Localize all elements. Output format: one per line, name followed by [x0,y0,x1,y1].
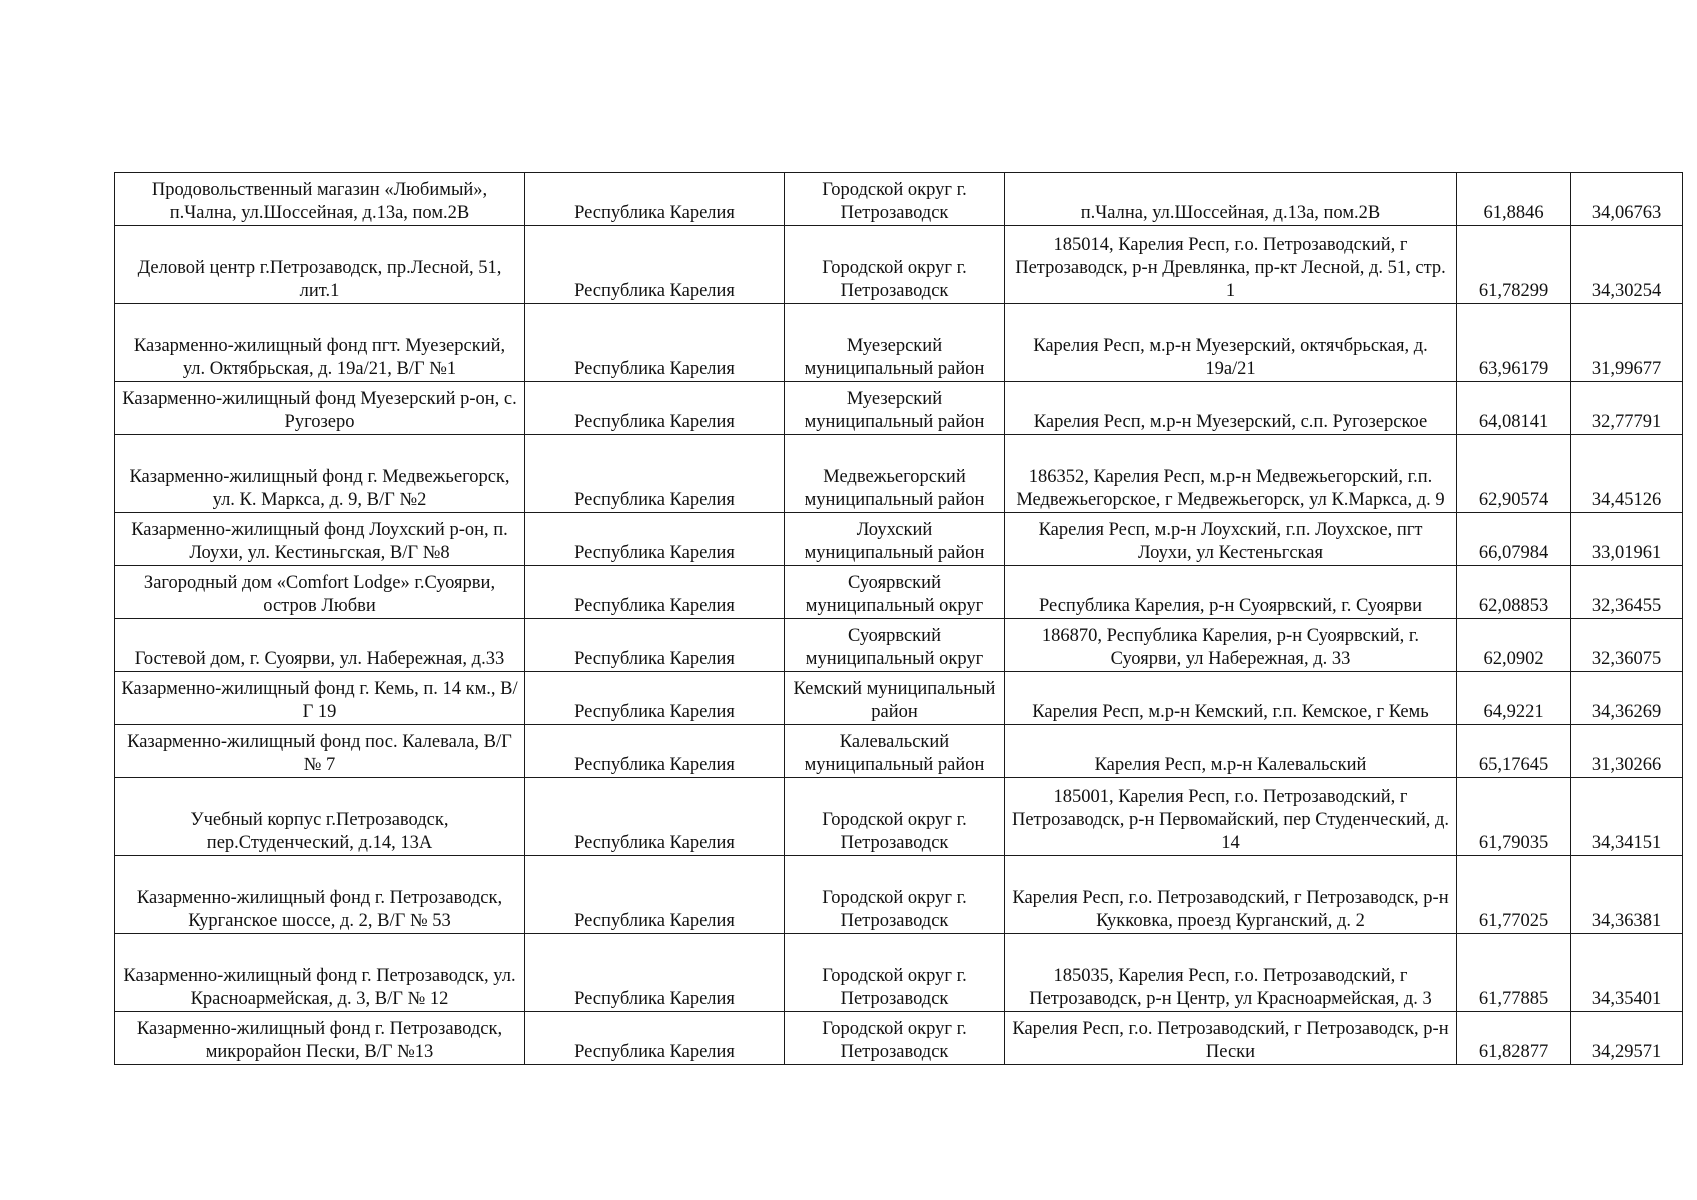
district-cell: Городской округ г. Петрозаводск [785,173,1005,226]
table-row [115,856,1683,934]
object-name-cell: Казарменно-жилищный фонд пос. Калевала, В/Г № 7 [115,725,525,778]
table-row [115,778,1683,856]
table-body [115,173,1683,1065]
district-cell: Городской округ г. Петрозаводск [785,1012,1005,1065]
region-cell: Республика Карелия [525,435,785,513]
latitude-cell: 64,9221 [1457,672,1571,725]
longitude-cell: 31,30266 [1571,725,1683,778]
address-cell: п.Чална, ул.Шоссейная, д.13а, пом.2В [1005,173,1457,226]
latitude-cell: 62,90574 [1457,435,1571,513]
object-name-cell: Продовольственный магазин «Любимый», п.Чална, ул.Шоссейная, д.13а, пом.2В [115,173,525,226]
longitude-cell: 34,36381 [1571,856,1683,934]
region-cell: Республика Карелия [525,619,785,672]
region-cell: Республика Карелия [525,382,785,435]
latitude-cell: 61,78299 [1457,226,1571,304]
latitude-cell: 61,8846 [1457,173,1571,226]
address-cell: Карелия Респ, м.р-н Кемский, г.п. Кемское, г Кемь [1005,672,1457,725]
object-name-cell: Учебный корпус г.Петрозаводск, пер.Студенческий, д.14, 13А [115,778,525,856]
longitude-cell: 34,36269 [1571,672,1683,725]
object-name-cell: Казарменно-жилищный фонд Муезерский р-он, с. Ругозеро [115,382,525,435]
object-name-cell: Казарменно-жилищный фонд г. Петрозаводск, Курганское шоссе, д. 2, В/Г № 53 [115,856,525,934]
table-row [115,1012,1683,1065]
object-name-cell: Казарменно-жилищный фонд г. Медвежьегорск, ул. К. Маркса, д. 9, В/Г №2 [115,435,525,513]
district-cell: Лоухский муниципальный район [785,513,1005,566]
longitude-cell: 34,34151 [1571,778,1683,856]
region-cell: Республика Карелия [525,672,785,725]
object-name-cell: Казарменно-жилищный фонд г. Петрозаводск, микрорайон Пески, В/Г №13 [115,1012,525,1065]
region-cell: Республика Карелия [525,304,785,382]
object-name-cell: Казарменно-жилищный фонд г. Петрозаводск, ул. Красноармейская, д. 3, В/Г № 12 [115,934,525,1012]
latitude-cell: 64,08141 [1457,382,1571,435]
table-row [115,382,1683,435]
latitude-cell: 61,77025 [1457,856,1571,934]
table-row [115,435,1683,513]
address-cell: Карелия Респ, м.р-н Муезерский, с.п. Ругозерское [1005,382,1457,435]
district-cell: Суоярвский муниципальный округ [785,566,1005,619]
latitude-cell: 63,96179 [1457,304,1571,382]
region-cell: Республика Карелия [525,725,785,778]
address-cell: 185035, Карелия Респ, г.о. Петрозаводский, г Петрозаводск, р-н Центр, ул Красноармейская, д. 3 [1005,934,1457,1012]
address-cell: Карелия Респ, г.о. Петрозаводский, г Петрозаводск, р-н Пески [1005,1012,1457,1065]
district-cell: Городской округ г. Петрозаводск [785,934,1005,1012]
object-name-cell: Загородный дом «Comfort Lodge» г.Суоярви, остров Любви [115,566,525,619]
longitude-cell: 32,36455 [1571,566,1683,619]
latitude-cell: 62,08853 [1457,566,1571,619]
longitude-cell: 34,06763 [1571,173,1683,226]
longitude-cell: 34,30254 [1571,226,1683,304]
table-row [115,513,1683,566]
latitude-cell: 62,0902 [1457,619,1571,672]
longitude-cell: 33,01961 [1571,513,1683,566]
object-name-cell: Казарменно-жилищный фонд Лоухский р-он, п. Лоухи, ул. Кестиньгская, В/Г №8 [115,513,525,566]
district-cell: Суоярвский муниципальный округ [785,619,1005,672]
address-cell: Карелия Респ, м.р-н Муезерский, октячбрьская, д. 19а/21 [1005,304,1457,382]
address-cell: Карелия Респ, м.р-н Калевальский [1005,725,1457,778]
longitude-cell: 32,36075 [1571,619,1683,672]
table-row [115,725,1683,778]
latitude-cell: 66,07984 [1457,513,1571,566]
address-cell: 186352, Карелия Респ, м.р-н Медвежьегорский, г.п. Медвежьегорское, г Медвежьегорск, ул К.Маркса, д. 9 [1005,435,1457,513]
region-cell: Республика Карелия [525,778,785,856]
latitude-cell: 61,82877 [1457,1012,1571,1065]
address-cell: 186870, Республика Карелия, р-н Суоярвский, г. Суоярви, ул Набережная, д. 33 [1005,619,1457,672]
object-name-cell: Казарменно-жилищный фонд пгт. Муезерский, ул. Октябрьская, д. 19а/21, В/Г №1 [115,304,525,382]
table-row [115,566,1683,619]
district-cell: Городской округ г. Петрозаводск [785,226,1005,304]
object-name-cell: Казарменно-жилищный фонд г. Кемь, п. 14 км., В/Г 19 [115,672,525,725]
region-cell: Республика Карелия [525,856,785,934]
object-name-cell: Гостевой дом, г. Суоярви, ул. Набережная, д.33 [115,619,525,672]
table-row [115,304,1683,382]
address-cell: 185014, Карелия Респ, г.о. Петрозаводский, г Петрозаводск, р-н Древлянка, пр-кт Лесной, д. 51, стр. 1 [1005,226,1457,304]
region-cell: Республика Карелия [525,566,785,619]
table-row [115,934,1683,1012]
address-cell: Карелия Респ, г.о. Петрозаводский, г Петрозаводск, р-н Кукковка, проезд Курганский, д. 2 [1005,856,1457,934]
latitude-cell: 65,17645 [1457,725,1571,778]
district-cell: Кемский муниципальный район [785,672,1005,725]
district-cell: Муезерский муниципальный район [785,304,1005,382]
region-cell: Республика Карелия [525,226,785,304]
longitude-cell: 34,45126 [1571,435,1683,513]
latitude-cell: 61,77885 [1457,934,1571,1012]
region-cell: Республика Карелия [525,513,785,566]
region-cell: Республика Карелия [525,934,785,1012]
longitude-cell: 32,77791 [1571,382,1683,435]
address-cell: Карелия Респ, м.р-н Лоухский, г.п. Лоухское, пгт Лоухи, ул Кестеньгская [1005,513,1457,566]
longitude-cell: 31,99677 [1571,304,1683,382]
table-row [115,619,1683,672]
region-cell: Республика Карелия [525,173,785,226]
table-row [115,672,1683,725]
objects-table [114,172,1683,1065]
latitude-cell: 61,79035 [1457,778,1571,856]
district-cell: Муезерский муниципальный район [785,382,1005,435]
district-cell: Городской округ г. Петрозаводск [785,856,1005,934]
table-row [115,173,1683,226]
district-cell: Городской округ г. Петрозаводск [785,778,1005,856]
address-cell: Республика Карелия, р-н Суоярвский, г. Суоярви [1005,566,1457,619]
object-name-cell: Деловой центр г.Петрозаводск, пр.Лесной, 51, лит.1 [115,226,525,304]
district-cell: Калевальский муниципальный район [785,725,1005,778]
address-cell: 185001, Карелия Респ, г.о. Петрозаводский, г Петрозаводск, р-н Первомайский, пер Студенческий, д. 14 [1005,778,1457,856]
region-cell: Республика Карелия [525,1012,785,1065]
table-row [115,226,1683,304]
longitude-cell: 34,29571 [1571,1012,1683,1065]
longitude-cell: 34,35401 [1571,934,1683,1012]
district-cell: Медвежьегорский муниципальный район [785,435,1005,513]
